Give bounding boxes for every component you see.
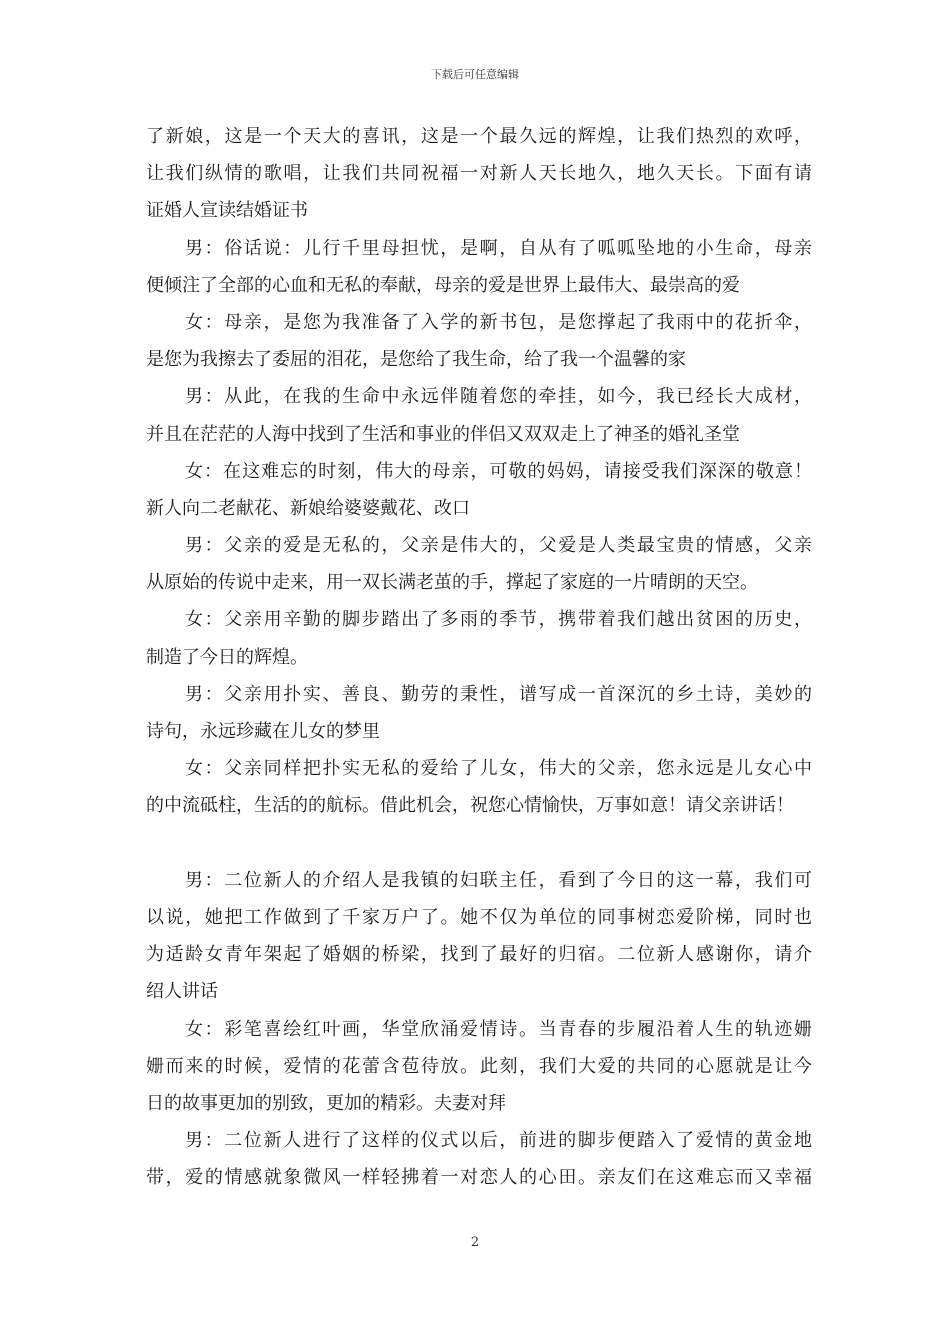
text-line: 新人向二老献花、新娘给婆婆戴花、改口 [146,497,470,519]
text-line: 女：父亲用辛勤的脚步踏出了多雨的季节，携带着我们越出贫困的历史， [185,609,812,631]
text-line: 诗句，永远珍藏在儿女的梦里 [146,721,380,742]
page-header: 下载后可任意编辑 [431,68,519,81]
text-line: 证婚人宣读结婚证书 [146,200,308,222]
text-line: 女：彩笔喜绘红叶画，华堂欣涌爱情诗。当青春的步履沿着人生的轨迹姗 [185,1018,812,1040]
text-line: 男：从此，在我的生命中永远伴随着您的牵挂，如今，我已经长大成材， [185,386,812,408]
page-number: 2 [470,1235,480,1250]
text-line: 的中流砥柱，生活的的航标。借此机会，祝您心情愉快，万事如意！请父亲讲话！ [146,795,794,817]
text-line: 女：在这难忘的时刻，伟大的母亲，可敬的妈妈，请接受我们深深的敬意！ [185,460,812,482]
text-line: 女：母亲，是您为我准备了入学的新书包，是您撑起了我雨中的花折伞， [185,311,812,333]
text-line: 男：父亲的爱是无私的，父亲是伟大的，父爱是人类最宝贵的情感，父亲 [185,535,812,557]
text-line: 让我们纵情的歌唱，让我们共同祝福一对新人天长地久，地久天长。下面有请 [146,163,812,185]
text-line: 了新娘，这是一个天大的喜讯，这是一个最久远的辉煌，让我们热烈的欢呼， [146,126,812,147]
text-line: 制造了今日的辉煌。 [146,646,308,668]
text-line: 带，爱的情感就象微风一样轻拂着一对恋人的心田。亲友们在这难忘而又幸福 [146,1167,812,1189]
text-line: 男：二位新人进行了这样的仪式以后，前进的脚步便踏入了爱情的黄金地 [185,1130,812,1152]
text-line: 便倾注了全部的心血和无私的奉献，母亲的爱是世界上最伟大、最崇高的爱 [146,274,740,296]
text-line: 并且在茫茫的人海中找到了生活和事业的伴侣又双双走上了神圣的婚礼圣堂 [146,423,740,445]
text-line: 男：父亲用扑实、善良、勤劳的秉性，谱写成一首深沉的乡土诗，美妙的 [185,683,812,705]
text-line: 绍人讲话 [146,981,218,1003]
text-line: 男：二位新人的介绍人是我镇的妇联主任，看到了今日的这一幕，我们可 [185,869,812,891]
paragraph-gap [146,825,812,862]
text-line: 男：俗话说：儿行千里母担忧，是啊，自从有了呱呱坠地的小生命，母亲 [185,237,812,259]
text-line: 以说，她把工作做到了千家万户了。她不仅为单位的同事树恋爱阶梯，同时也 [146,906,812,928]
text-line: 日的故事更加的别致，更加的精彩。夫妻对拜 [146,1092,506,1114]
document-body [146,118,812,1196]
text-line: 女：父亲同样把扑实无私的爱给了儿女，伟大的父亲，您永远是儿女心中 [185,758,812,780]
text-line: 姗而来的时候，爱情的花蕾含苞待放。此刻，我们大爱的共同的心愿就是让今 [146,1055,812,1077]
text-line: 是您为我擦去了委屈的泪花，是您给了我生命，给了我一个温馨的家 [146,349,686,371]
text-line: 从原始的传说中走来，用一双长满老茧的手，撑起了家庭的一片晴朗的天空。 [146,572,758,594]
text-line: 为适龄女青年架起了婚姻的桥梁，找到了最好的归宿。二位新人感谢你，请介 [146,944,812,966]
